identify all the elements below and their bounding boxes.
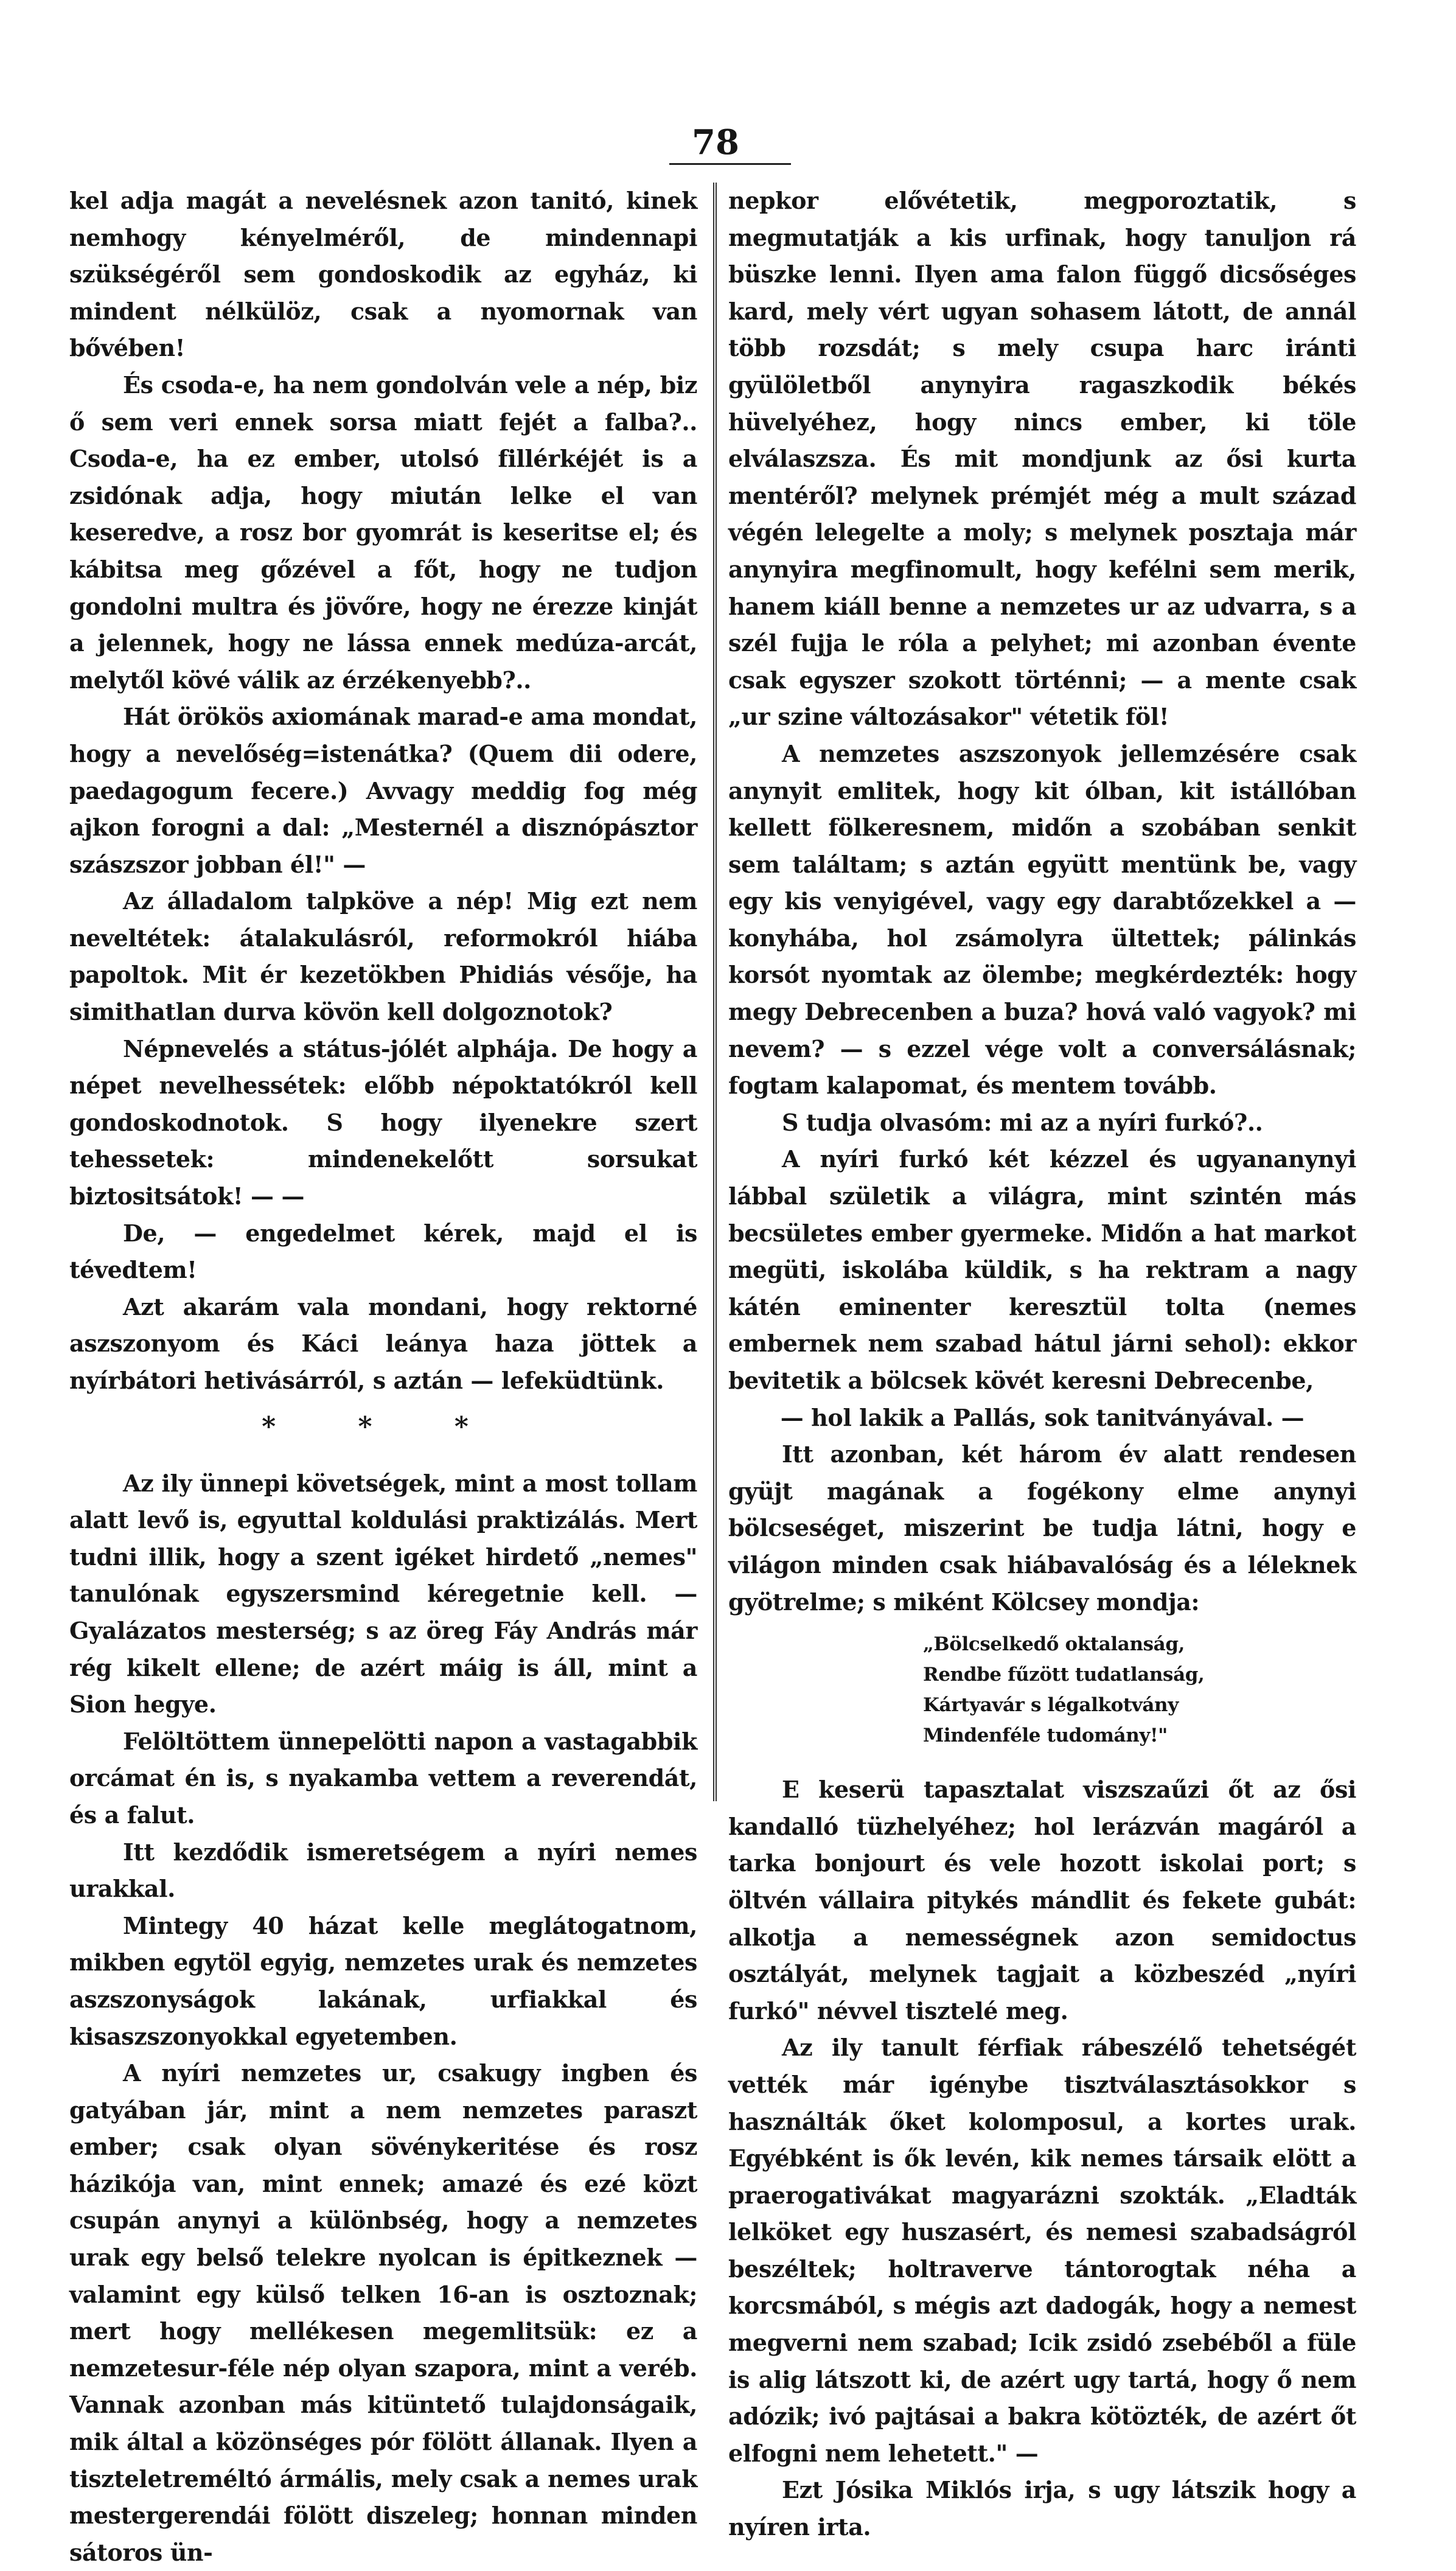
paragraph: Hát örökös axiomának marad-e ama mondat, hogy a nevelőség=istenátka? (Quem dii odere, paedagogum fecere.) Avvagy meddig fog még ajkon forogni a dal: „Mesternél a disznópásztor szászszor jobban él!" — bbox=[69, 703, 697, 878]
paragraph: — hol lakik a Pallás, sok tanitványával. — bbox=[780, 1403, 1304, 1431]
paragraph: Az ily ünnepi követségek, mint a most tollam alatt levő is, egyuttal koldulási praktizálás. Mert tudni illik, hogy a szent igéket hirdető „nemes" tanulónak egyszersmind kéregetnie kell. — Gyalázatos mesterség; s az öreg Fáy András már rég kikelt ellene; de azért máig is áll, mint a Sion hegye. bbox=[69, 1469, 697, 1718]
poem-line: Mindenféle tudomány!" bbox=[923, 1725, 1168, 1747]
paragraph: Itt azonban, két három év alatt rendesen gyüjt magának a fogékony elme anynyi bölcseséget, miszerint be tudja látni, hogy e világon minden csak hiábavalóság és a léleknek gyötrelme; s miként Kölcsey mondja: bbox=[728, 1440, 1356, 1616]
poem-quote bbox=[923, 1629, 1356, 1751]
paragraph: Azt akarám vala mondani, hogy rektorné aszszonyom és Káci leánya haza jöttek a nyírbátori hetivásárról, s aztán — lefeküdtünk. bbox=[69, 1292, 697, 1394]
paragraph: Népnevelés a státus-jólét alphája. De hogy a népet nevelhessétek: előbb népoktatókról kell gondoskodnotok. S hogy ilyenekre szert tehessetek: mindenekelőtt sorsukat biztositsátok! — — bbox=[69, 1034, 697, 1210]
paragraph: Felöltöttem ünnepelötti napon a vastagabbik orcámat én is, s nyakamba vettem a reverendát, és a falut. bbox=[69, 1727, 697, 1829]
paragraph: A nyíri nemzetes ur, csakugy ingben és gatyában jár, mint a nem nemzetes paraszt ember; csak olyan sövénykeritése és rosz házikója van, mint ennek; amazé és ezé közt csupán anynyi a különbség, hogy a nemzetes urak egy belső telekre nyolcan is épitkeznek — valamint egy külső telken 16-an is osztoznak; mert hogy mellékesen megemlitsük: ez a nemzetesur-féle nép olyan szaporа, mint a veréb. Vannak azonban más kitüntető tulajdonságaik, mik által a közönséges pór fölött állanak. Ilyen a tiszteletreméltó ármális, mely csak a nemes urak mestergerendái fölött diszeleg; honnan minden sátoros ün- bbox=[69, 2059, 697, 2566]
section-break: * * * bbox=[262, 1411, 505, 1442]
right-column bbox=[728, 183, 1356, 2546]
poem-line: „Bölcselkedő oktalanság, bbox=[923, 1633, 1185, 1656]
paragraph: nepkor elővétetik, megporoztatik, s megmutatják a kis urfinak, hogy tanuljon rá büszke lenni. Ilyen ama falon függő dicsőséges kard, mely vért ugyan sohasem látott, de annál több rozsdát; s mely csupa harc iránti gyülöletből anynyira ragaszkodik békés hüvelyéhez, hogy nincs ember, ki töle elválaszsza. És mit mondjunk az ősi kurta mentéről? melynek prémjét még a mult század végén lelegelte a moly; s melynek posztaja már anynyira megfinomult, hogy kefélni sem merik, hanem kiáll benne a nemzetes ur az udvarra, s a szél fujja le róla a pelyhet; mi azonban évente csak egyszer szokott történni; — a mente csak „ur szine változásakor" vétetik föl! bbox=[728, 187, 1356, 731]
paragraph: Mintegy 40 házat kelle meglátogatnom, mikben egytöl egyig, nemzetes urak és nemzetes aszszonyságok lakának, urfiakkal és kisaszszonyokkal egyetemben. bbox=[69, 1911, 697, 2050]
paragraph: A nemzetes aszszonyok jellemzésére csak anynyit emlitek, hogy kit ólban, kit istállóban kellett fölkeresnem, midőn a szobában senkit sem találtam; s aztán együtt mentünk be, vagy egy kis venyigével, vagy egy darabtőzekkel a — konyhába, hol zsámolyra ültettek; pálinkás korsót nyomtak az ölembe; megkérdezték: hogy megy Debrecenben a buza? hová való vagyok? mi nevem? — s ezzel vége volt a conversálásnak; fogtam kalapomat, és mentem tovább. bbox=[728, 739, 1356, 1100]
left-column bbox=[69, 183, 697, 2571]
paragraph: Itt kezdődik ismeretségem a nyíri nemes urakkal. bbox=[69, 1838, 697, 1903]
paragraph: E keserü tapasztalat viszszaűzi őt az ősi kandalló tüzhelyéhez; hol lerázván magáról a tarka bonjourt és vele hozott iskolai port; s öltvén vállaira pitykés mándlit és fekete gubát: alkotja a nemességnek azon semidoctus osztályát, melynek tagjait a közbeszéd „nyíri furkó" névvel tisztelé meg. bbox=[728, 1776, 1356, 2025]
paragraph: Ezt Jósika Miklós irja, s ugy látszik hogy a nyíren irta. bbox=[728, 2476, 1356, 2541]
paragraph: kel adja magát a nevelésnek azon tanitó, kinek nemhogy kényelméről, de mindennapi szükségéről sem gondoskodik az egyház, ki mindent nélkülöz, csak a nyomornak van bővében! bbox=[69, 187, 697, 362]
paragraph: De, — engedelmet kérek, majd el is tévedtem! bbox=[69, 1219, 697, 1284]
header-rule bbox=[669, 163, 791, 165]
paragraph: Az álladalom talpköve a nép! Mig ezt nem neveltétek: átalakulásról, reformokról hiába papoltok. Mit ér kezetökben Phidiás vésője, ha simithatlan durva kövön kell dolgoznotok? bbox=[69, 887, 697, 1026]
column-divider bbox=[713, 183, 717, 1801]
paragraph: S tudja olvasóm: mi az a nyíri furkó?.. bbox=[782, 1108, 1263, 1136]
paragraph: És csoda-e, ha nem gondolván vele a nép, biz ő sem veri ennek sorsa miatt fejét a falba?.. Csoda-e, ha ez ember, utolsó fillérkéjét is a zsidónak adja, hogy miután lelke el van keseredve, a rosz bor gyomrát is keseritse el; és kábitsa meg gőzével a főt, hogy ne tudjon gondolni multra és jövőre, hogy ne érezze kinját a jelennek, hogy ne lássa ennek medúza-arcát, melytől kövé válik az érzékenyebb?.. bbox=[69, 371, 697, 694]
paragraph: Az ily tanult férfiak rábeszélő tehetségét vették már igénybe tisztválasztásokkor s használták őket kolomposul, a kortes urak. Egyébként is ők levén, kik nemes társaik elött a praerogativákat magyarázni szokták. „Eladták lelköket egy huszasért, és nemesi szabadságról beszéltek; holtraverve tántorogtak néha a korcsmából, s mégis azt dadogák, hogy a nemest megverni nem szabad; Icik zsidó zsebéből a füle is alig látszott ki, de azért ugy tartá, hogy ő nem adózik; ivó pajtásai a bakra kötözték, de azért őt elfogni nem lehetett." — bbox=[728, 2034, 1356, 2467]
poem-line: Rendbe fűzött tudatlanság, bbox=[923, 1664, 1205, 1686]
poem-line: Kártyavár s légalkotvány bbox=[923, 1694, 1179, 1717]
paragraph: A nyíri furkó két kézzel és ugyananynyi lábbal születik a világra, mint szintén más becsületes ember gyermeke. Midőn a hat markot megüti, iskolába küldik, s ha rektram a nagy kátén eminenter keresztül tolta (nemes embernek nem szabad hátul járni sehol): ekkor bevitetik a bölcsek kövét keresni Debrecenbe, bbox=[728, 1145, 1356, 1394]
page-number: 78 bbox=[692, 122, 739, 162]
